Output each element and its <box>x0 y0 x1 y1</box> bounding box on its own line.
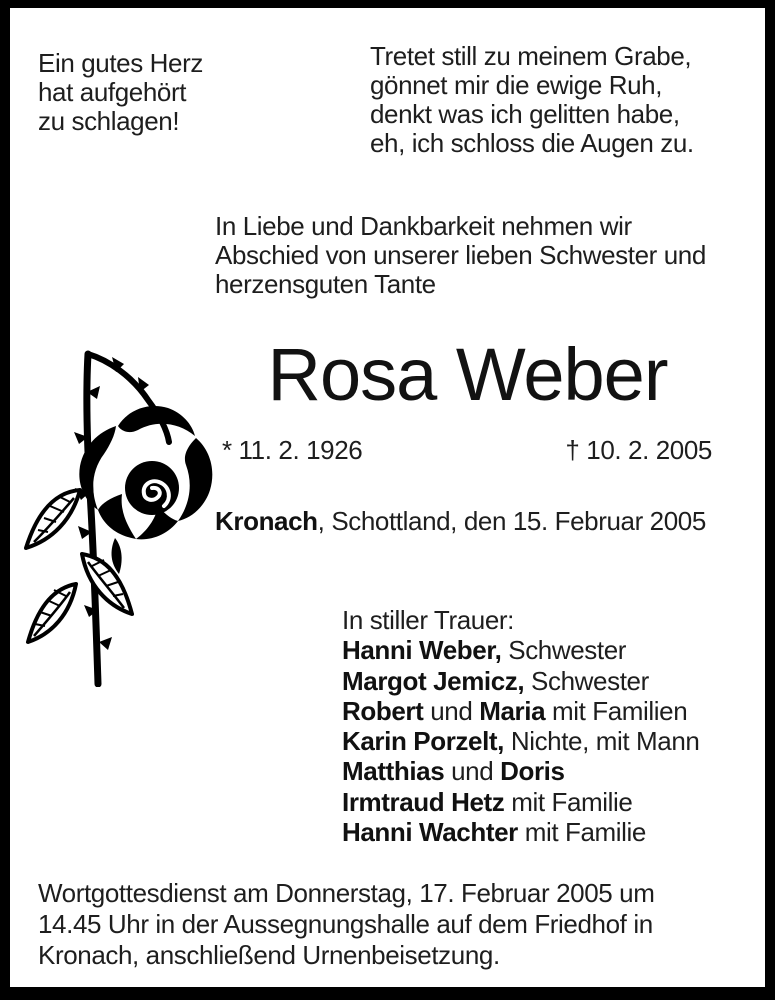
mourner-line: Margot Jemicz, Schwester <box>342 665 649 696</box>
mourner-line: Karin Porzelt, Nichte, mit Mann <box>342 726 700 757</box>
announcement-line: 14.45 Uhr in der Aussegnungshalle auf dem Friedhof in <box>38 909 653 939</box>
intro-line: herzensguten Tante <box>215 269 436 299</box>
obituary-sheet <box>10 8 765 987</box>
epigraph-left-line: zu schlagen! <box>38 106 180 136</box>
life-dates <box>222 435 712 465</box>
service-announcement <box>38 878 654 971</box>
deceased-name: Rosa Weber <box>267 333 668 416</box>
mourner-line: Robert und Maria mit Familien <box>342 695 688 726</box>
epigraph-left-line: hat aufgehört <box>38 77 187 107</box>
mourner-line: Hanni Wachter mit Familie <box>342 817 646 848</box>
epigraph-poem-line: gönnet mir die ewige Ruh, <box>370 70 663 100</box>
intro-line: Abschied von unserer lieben Schwester und <box>215 240 706 270</box>
rose-leaf <box>82 554 132 614</box>
announcement-line: Kronach, anschließend Urnenbeisetzung. <box>38 940 500 970</box>
epigraph-poem-line: denkt was ich gelitten habe, <box>370 99 680 129</box>
epigraph-poem-line: Tretet still zu meinem Grabe, <box>370 41 692 71</box>
epigraph-left <box>38 49 203 136</box>
death-date: † 10. 2. 2005 <box>565 435 712 465</box>
mourner-line: Irmtraud Hetz mit Familie <box>342 786 633 817</box>
rose-stem <box>87 354 98 684</box>
place-name: Kronach <box>215 506 318 536</box>
mourner-line: Hanni Weber, Schwester <box>342 635 627 666</box>
mourner-line: Matthias und Doris <box>342 756 565 787</box>
rose-leaf <box>28 584 76 642</box>
rose-leaf <box>26 490 80 548</box>
epigraph-left-line: Ein gutes Herz <box>38 48 203 78</box>
birth-date: * 11. 2. 1926 <box>222 435 363 465</box>
mourners-block <box>342 605 700 847</box>
place-date-rest: , Schottland, den 15. Februar 2005 <box>317 506 706 536</box>
intro-paragraph <box>215 212 706 299</box>
place-date-line <box>215 506 706 536</box>
rose-illustration <box>20 342 220 687</box>
intro-line: In Liebe und Dankbarkeit nehmen wir <box>215 211 632 241</box>
announcement-line: Wortgottesdienst am Donnerstag, 17. Februar 2005 um <box>38 878 655 908</box>
mourners-heading: In stiller Trauer: <box>342 605 514 635</box>
epigraph-poem-line: eh, ich schloss die Augen zu. <box>370 128 694 158</box>
rose-bloom <box>79 406 212 574</box>
epigraph-poem <box>370 42 694 158</box>
